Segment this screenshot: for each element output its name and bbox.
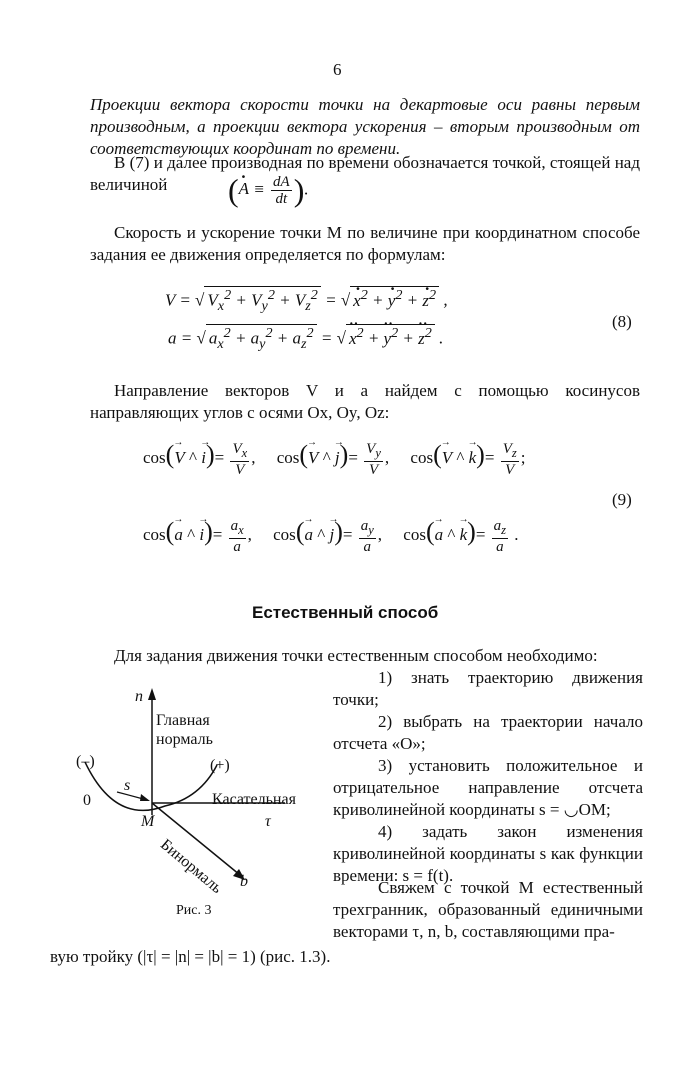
paragraph-speed-formulas xyxy=(90,222,640,266)
section-title: Естественный способ xyxy=(252,603,439,622)
binormal-label: Бинормаль xyxy=(157,836,226,897)
list-item-2: 2) выбрать на траектории начало отсчета «O»; xyxy=(333,712,643,753)
natural-method-text: Для задания движения точки естественным способом необходимо: xyxy=(114,646,598,665)
zero-label: 0 xyxy=(83,792,91,809)
equation-8-line-2: a = √ $a_x^2 + a_y^2 + a_z^2$ = √·· $x^2$ + ·· $y^2$ + ·· $z^2$ . xyxy=(168,324,443,353)
list-item-1: 1) знать траекторию движения точки; xyxy=(333,668,643,709)
dot-notation-text: В (7) и далее производная по времени обозначается точкой, стоящей над величиной xyxy=(90,153,640,194)
s-label: s xyxy=(124,777,131,794)
paragraph-velocity-projections: Проекции вектора скорости точки на декартовые оси равны первым производным, а проекции вектора ускорения – вторым производным от соответствующих координат по времени. xyxy=(90,95,640,158)
equation-9-line-1: cos(→ V ^ → i)= $\frac{V_x}{V}$ , cos(→ V ^ → j)= $\frac{V_y}{V}$ , cos(→ V ^ → k)= $\frac{V_z}{V}$ ; xyxy=(143,440,525,478)
paragraph-natural-method xyxy=(90,645,640,667)
page-number: 6 xyxy=(333,60,342,79)
list-item-4: 4) задать закон изменения криволинейной координаты s как функции времени: s = f(t). xyxy=(333,822,643,885)
figure-caption: Рис. 3 xyxy=(176,903,212,918)
equation-8-line-1: V = √ $V_x^2 + V_y^2 + V_z^2$ = √· $x^2$ + · $y^2$ + · $z^2$ , xyxy=(165,286,448,315)
dot-notation-formula: (· A ≡ $\frac{dA}{dt}$ ). xyxy=(228,172,309,209)
paragraph-trihedron: Свяжем с точкой M естественный трехгранник, образованный единичными векторами τ, n, b, составляющими пра- xyxy=(333,878,643,941)
tangent-label: Касательная xyxy=(212,791,296,808)
main-normal-label-1: Главная xyxy=(156,712,210,729)
tau-label: τ xyxy=(265,813,271,830)
paragraph-dot-notation xyxy=(90,152,640,196)
main-normal-label-2: нормаль xyxy=(156,731,213,748)
paragraph-trihedron-end: вую тройку (|τ| = |n| = |b| = 1) (рис. 1.3). xyxy=(50,947,331,966)
speed-formulas-text: Скорость и ускорение точки M по величине при координатном способе задания ее движения определяется по формулам: xyxy=(90,223,640,264)
normal-arrowhead xyxy=(148,688,156,700)
direction-cosines-text: Направление векторов V и a найдем с помощью косинусов направляющих углов с осями Ox, Oy, Oz: xyxy=(90,381,640,422)
list-item-3: 3) установить положительное и отрицательное направление отсчета криволинейной координаты s = ◡OM; xyxy=(333,756,643,819)
m-label: M xyxy=(141,813,155,830)
equation-8-number: (8) xyxy=(612,312,632,331)
minus-label: (–) xyxy=(76,753,95,770)
equation-9-number: (9) xyxy=(612,490,632,509)
n-label: n xyxy=(135,688,143,705)
paragraph-direction-cosines xyxy=(90,380,640,424)
equation-9-line-2: cos(→ a ^ → i)= $\frac{a_x}{a}$ , cos(→ a ^ → j)= $\frac{a_y}{a}$ , cos(→ a ^ → k)= $\frac{a_z}{a}$ . xyxy=(143,517,519,555)
b-label: b xyxy=(240,873,248,890)
plus-label: (+) xyxy=(210,757,230,774)
